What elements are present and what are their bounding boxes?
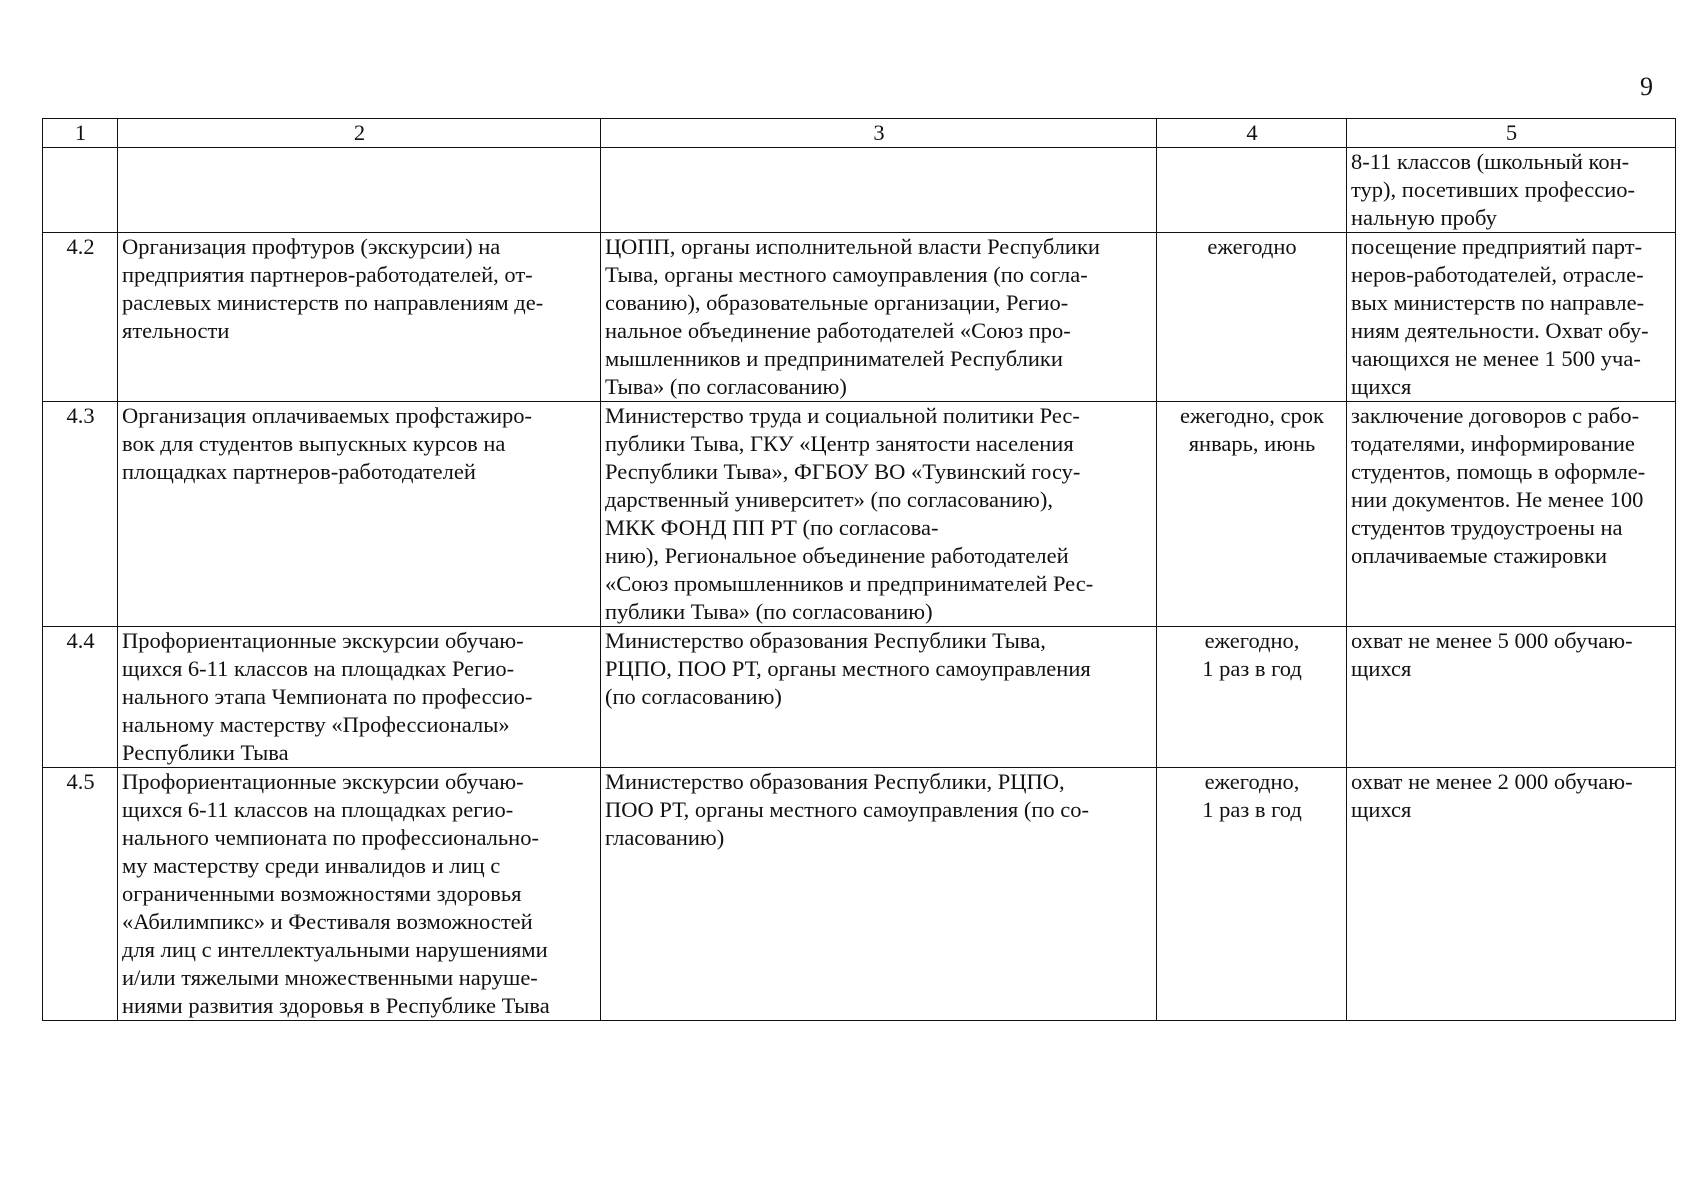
column-header-3: 3: [601, 119, 1157, 148]
responsible-cell: ЦОПП, органы исполнительной власти Республики Тыва, органы местного самоуправления (по согла- сованию), образовательные организации, Регио- нальное объединение работодателей «Союз про- мышленников и предпринимателей Республики Тыва» (по согласованию): [601, 233, 1157, 402]
period-cell: ежегодно: [1157, 233, 1347, 402]
result-cell: заключение договоров с рабо- тодателями, информирование студентов, помощь в оформле- нии документов. Не менее 100 студентов трудоустроены на оплачиваемые стажировки: [1347, 402, 1676, 627]
table-row-continuation: [43, 148, 1676, 233]
row-number: 4.4: [43, 627, 118, 768]
period-cell: ежегодно, 1 раз в год: [1157, 768, 1347, 1021]
result-cell: 8-11 классов (школьный кон- тур), посетивших профессио- нальную пробу: [1347, 148, 1676, 233]
row-number: 4.5: [43, 768, 118, 1021]
table-row-4-5: [43, 768, 1676, 1021]
table-row-4-3: [43, 402, 1676, 627]
activity-cell: Организация профтуров (экскурсии) на предприятия партнеров-работодателей, от- раслевых министерств по направлениям де- ятельности: [118, 233, 601, 402]
page-number: 9: [1640, 72, 1653, 101]
column-header-1: 1: [43, 119, 118, 148]
result-cell: посещение предприятий парт- неров-работодателей, отрасле- вых министерств по направле- ниям деятельности. Охват обу- чающихся не менее 1 500 уча- щихся: [1347, 233, 1676, 402]
responsible-cell: [601, 148, 1157, 233]
measures-table: [42, 118, 1676, 1021]
row-number: 4.2: [43, 233, 118, 402]
activity-cell: Организация оплачиваемых профстажиро- вок для студентов выпускных курсов на площадках партнеров-работодателей: [118, 402, 601, 627]
row-number: [43, 148, 118, 233]
activity-cell: [118, 148, 601, 233]
responsible-cell: Министерство образования Республики, РЦПО, ПОО РТ, органы местного самоуправления (по со- гласованию): [601, 768, 1157, 1021]
result-cell: охват не менее 5 000 обучаю- щихся: [1347, 627, 1676, 768]
column-header-5: 5: [1347, 119, 1676, 148]
table-row-4-4: [43, 627, 1676, 768]
period-cell: ежегодно, срок январь, июнь: [1157, 402, 1347, 627]
row-number: 4.3: [43, 402, 118, 627]
activity-cell: Профориентационные экскурсии обучаю- щихся 6-11 классов на площадках регио- нального чемпионата по профессионально- му мастерству среди инвалидов и лиц с ограниченными возможностями здоровья «Абилимпикс» и Фестиваля возможностей для лиц с интеллектуальными нарушениями и/или тяжелыми множественными наруше- ниями развития здоровья в Республике Тыва: [118, 768, 601, 1021]
result-cell: охват не менее 2 000 обучаю- щихся: [1347, 768, 1676, 1021]
activity-cell: Профориентационные экскурсии обучаю- щихся 6-11 классов на площадках Регио- нального этапа Чемпионата по профессио- нальному мастерству «Профессионалы» Республики Тыва: [118, 627, 601, 768]
responsible-cell: Министерство труда и социальной политики Рес- публики Тыва, ГКУ «Центр занятости населения Республики Тыва», ФГБОУ ВО «Тувинский госу- дарственный университет» (по согласованию), МКК ФОНД ПП РТ (по согласова- нию), Региональное объединение работодателей «Союз промышленников и предпринимателей Рес- публики Тыва» (по согласованию): [601, 402, 1157, 627]
column-header-4: 4: [1157, 119, 1347, 148]
period-cell: ежегодно, 1 раз в год: [1157, 627, 1347, 768]
table-row-4-2: [43, 233, 1676, 402]
responsible-cell: Министерство образования Республики Тыва, РЦПО, ПОО РТ, органы местного самоуправления (по согласованию): [601, 627, 1157, 768]
table-header-row: [43, 119, 1676, 148]
period-cell: [1157, 148, 1347, 233]
column-header-2: 2: [118, 119, 601, 148]
